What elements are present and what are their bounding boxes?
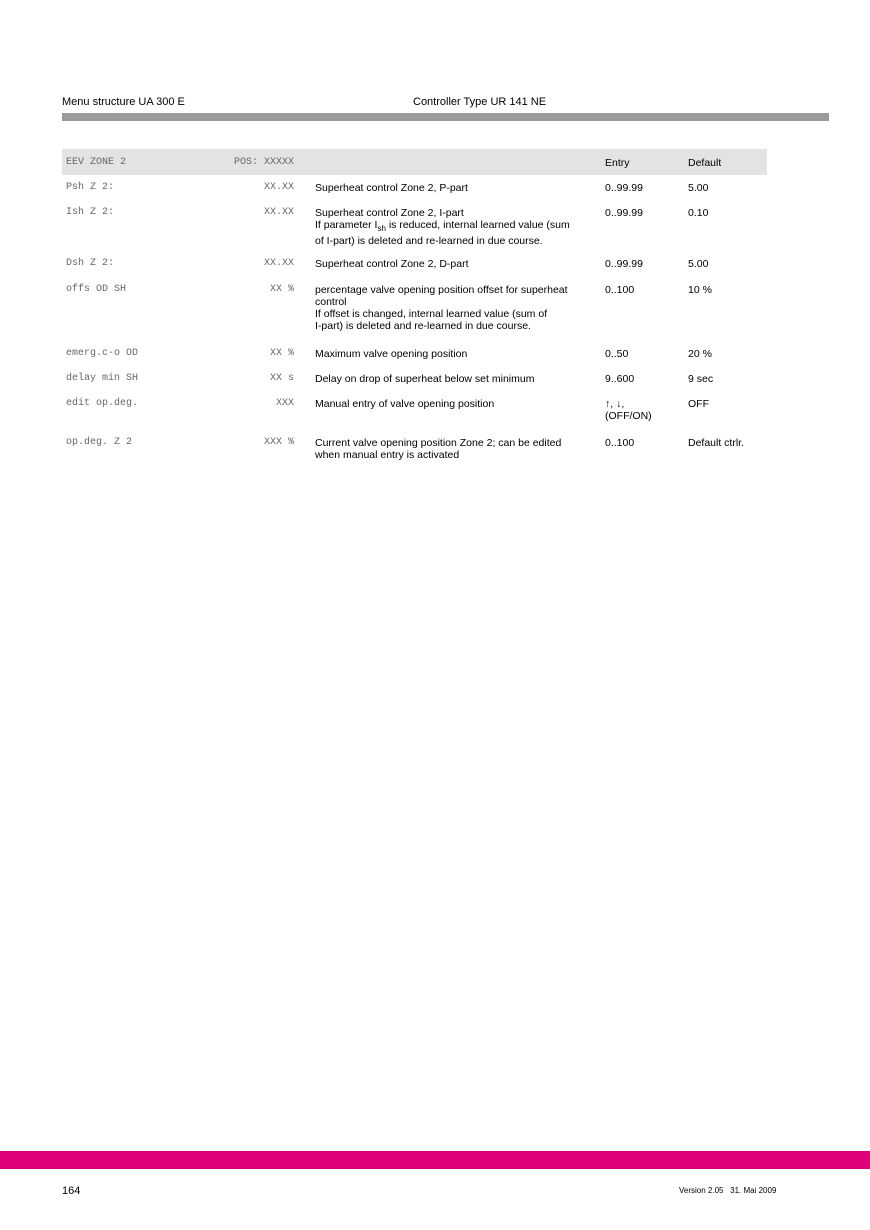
param-value: XX % xyxy=(269,284,294,295)
param-default: 5.00 xyxy=(688,182,709,194)
table-header-value: POS: XXXXX xyxy=(233,157,294,168)
arrow-up-down-icon: ↑, ↓, xyxy=(605,398,625,410)
table-header xyxy=(62,149,767,175)
param-default: 0.10 xyxy=(688,207,709,219)
param-entry-range: 0..50 xyxy=(605,348,629,360)
param-default: 9 sec xyxy=(688,373,714,385)
param-default: 5.00 xyxy=(688,258,709,270)
page-number: 164 xyxy=(62,1185,81,1197)
param-description: percentage valve opening position offset for superheat control If offset is changed, internal learned value (sum of I-part) is deleted and re-learned in due course. xyxy=(315,284,568,332)
param-value: XX % xyxy=(269,348,294,359)
table-header-default: Default xyxy=(688,157,722,169)
param-name: delay min SH xyxy=(66,373,139,384)
param-entry-range: 0..100 xyxy=(605,284,635,296)
param-value: XXX xyxy=(275,398,294,409)
header-divider-bar xyxy=(62,113,829,121)
param-default: Default ctrlr. xyxy=(688,437,745,449)
param-description: Manual entry of valve opening position xyxy=(315,398,495,410)
param-description: Superheat control Zone 2, P-part xyxy=(315,182,468,194)
version-date: Version 2.05 31. Mai 2009 xyxy=(679,1186,777,1195)
param-value: XX.XX xyxy=(263,182,294,193)
param-value: XX.XX xyxy=(263,258,294,269)
param-description: Superheat control Zone 2, D-part xyxy=(315,258,469,270)
header-controller-type: Controller Type UR 141 NE xyxy=(413,96,547,108)
param-name: emerg.c-o OD xyxy=(66,348,139,359)
param-name: Ish Z 2: xyxy=(66,207,115,218)
param-name: edit op.deg. xyxy=(66,398,139,409)
param-name: Psh Z 2: xyxy=(66,182,115,193)
param-entry-range: 0..100 xyxy=(605,437,635,449)
param-value: XX s xyxy=(269,373,294,384)
param-default: 10 % xyxy=(688,284,712,296)
footer-accent-bar xyxy=(0,1151,870,1169)
table-header-name: EEV ZONE 2 xyxy=(66,157,127,168)
table-header-entry: Entry xyxy=(605,157,630,169)
param-entry-range: 9..600 xyxy=(605,373,635,385)
param-entry-range: 0..99.99 xyxy=(605,258,643,270)
param-value: XX.XX xyxy=(263,207,294,218)
param-description: Current valve opening position Zone 2; can be edited when manual entry is activated xyxy=(315,437,562,461)
param-description: Maximum valve opening position xyxy=(315,348,468,360)
param-entry-range: ↑, ↓, (OFF/ON) xyxy=(605,398,685,422)
param-entry-range: 0..99.99 xyxy=(605,207,643,219)
param-description: Delay on drop of superheat below set minimum xyxy=(315,373,535,385)
param-description: Superheat control Zone 2, I-part If parameter $I_{sh}$ is reduced, internal learned value (sum of I-part) is deleted and re-learned in due course. xyxy=(315,207,570,248)
param-default: 20 % xyxy=(688,348,712,360)
param-name: op.deg. Z 2 xyxy=(66,437,133,448)
param-default: OFF xyxy=(688,398,709,410)
header-document-title: Menu structure UA 300 E xyxy=(62,96,185,108)
param-name: offs OD SH xyxy=(66,284,127,295)
param-value: XXX % xyxy=(263,437,294,448)
param-entry-range: 0..99.99 xyxy=(605,182,643,194)
param-name: Dsh Z 2: xyxy=(66,258,115,269)
